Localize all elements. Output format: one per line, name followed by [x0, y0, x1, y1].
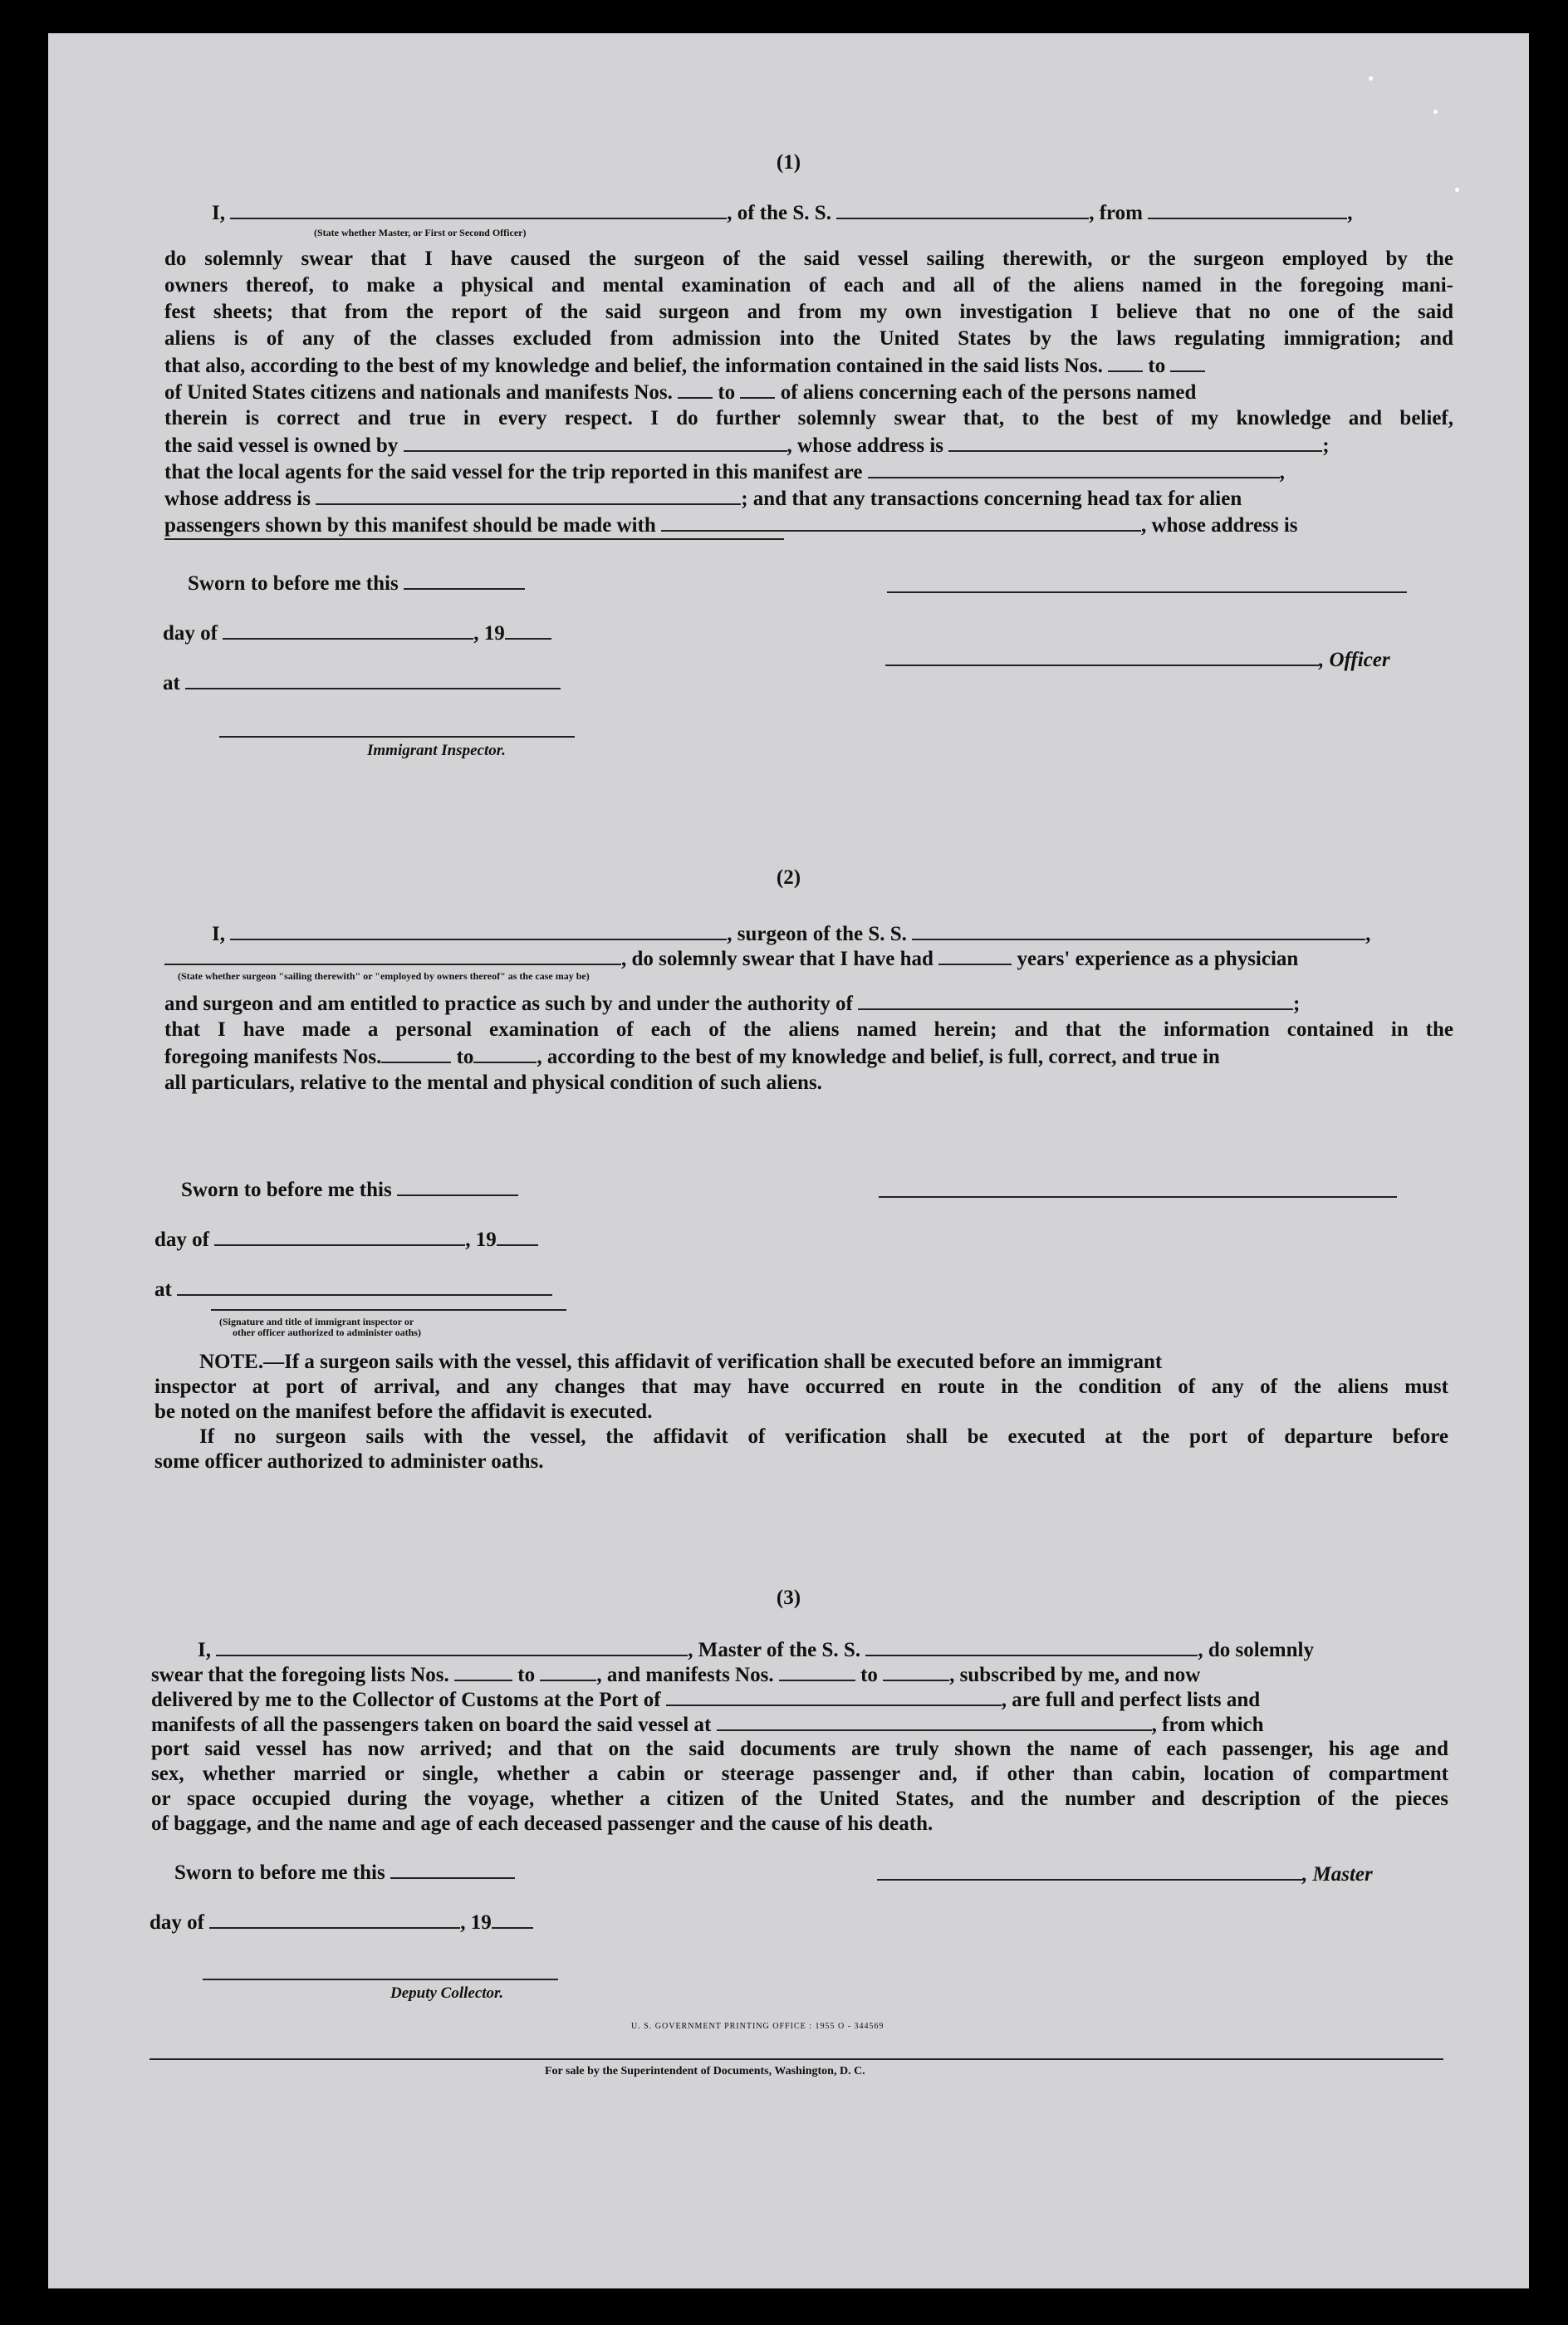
s2-line-6: all particulars, relative to the mental and physical condition of such aliens. [164, 1072, 822, 1094]
s3-line-2: swear that the foregoing lists Nos. to , and manifests Nos. to , subscribed by me, and now [151, 1661, 1200, 1689]
scan-speck [1455, 188, 1459, 192]
from-port-field[interactable] [1148, 199, 1347, 219]
s2-at: at [154, 1276, 552, 1303]
scan-speck [1433, 110, 1438, 114]
surgeon-status-field[interactable] [164, 945, 621, 965]
s1-line-10: whose address is ; and that any transactions concerning head tax for alien [164, 485, 1242, 513]
s1-line-8: the said vessel is owned by , whose address is ; [164, 432, 1330, 459]
inspector-signature-field[interactable] [219, 736, 575, 738]
surgeon-status-caption: (State whether surgeon "sailing therewith" or "employed by owners thereof" as the case may be) [178, 970, 590, 982]
s1-dayof: day of , 19 [163, 620, 551, 647]
lists-to-field[interactable] [1170, 352, 1205, 372]
s2-line-1: I, , surgeon of the S. S. , [212, 920, 1370, 948]
officer-caption: (State whether Master, or First or Second Officer) [314, 227, 527, 238]
s1-at: at [163, 670, 561, 697]
years-experience-field[interactable] [938, 945, 1012, 965]
s3-lists-from-field[interactable] [454, 1661, 512, 1681]
s3-dayof: day of , 19 [149, 1909, 533, 1936]
local-agents-field[interactable] [868, 459, 1280, 478]
s1-para-line: owners thereof, to make a physical and mental examination of each and all of the aliens named in the foregoing mani- [164, 274, 1453, 297]
note-line-2: inspector at port of arrival, and any changes that may have occurred en route in the condition of any of the aliens must [154, 1376, 1448, 1398]
agents-address-field[interactable] [316, 485, 741, 505]
s3-para-line: sex, whether married or single, whether a cabin or steerage passenger and, if other than cabin, location of compartment [151, 1763, 1448, 1785]
s1-line-5: that also, according to the best of my knowledge and belief, the information contained in the said lists Nos. to [164, 352, 1205, 380]
note-line-5: some officer authorized to administer oaths. [154, 1450, 544, 1473]
collector-signature-field[interactable] [203, 1979, 558, 1980]
immigrant-inspector-label: Immigrant Inspector. [367, 742, 506, 759]
authority-field[interactable] [858, 990, 1293, 1010]
officer-signature-field[interactable] [885, 646, 1319, 666]
owner-field[interactable] [404, 432, 787, 452]
s2-inspector-signature-field[interactable] [211, 1309, 566, 1311]
head-tax-address-field[interactable] [164, 538, 784, 540]
s3-sworn-year-field[interactable] [492, 1909, 533, 1929]
s2-line-3: and surgeon and am entitled to practice as such by and under the authority of ; [164, 990, 1300, 1018]
boarding-port-field[interactable] [717, 1711, 1152, 1731]
s2-sworn-place-field[interactable] [177, 1276, 552, 1296]
s3-manifests-to-field[interactable] [883, 1661, 949, 1681]
s3-sworn-day-field[interactable] [390, 1859, 515, 1879]
officer-signature-line-1[interactable] [887, 591, 1407, 593]
s1-line-11: passengers shown by this manifest should be made with , whose address is [164, 512, 1298, 539]
s2-line-4: that I have made a personal examination of each of the aliens named herein; and that the information contained in the [164, 1018, 1453, 1041]
manifests-to-field[interactable] [740, 379, 775, 399]
s3-para-line: or space occupied during the voyage, whether a citizen of the United States, and the number and description of the pieces [151, 1788, 1448, 1810]
signature-caption-2: other officer authorized to administer oaths) [233, 1327, 421, 1338]
s3-line-1: I, , Master of the S. S. , do solemnly [198, 1636, 1314, 1664]
note-line-3: be noted on the manifest before the affidavit is executed. [154, 1400, 653, 1423]
head-tax-party-field[interactable] [661, 512, 1141, 532]
master-signature-field[interactable] [877, 1861, 1302, 1881]
sworn-place-field[interactable] [185, 670, 561, 689]
s1-para-line: do solemnly swear that I have caused the surgeon of the said vessel sailing therewith, or the surgeon employed by the [164, 248, 1453, 270]
surgeon-name-field[interactable] [230, 920, 727, 940]
s3-para-line: of baggage, and the name and age of each deceased passenger and the cause of his death. [151, 1812, 933, 1835]
s3-line-3: delivered by me to the Collector of Customs at the Port of , are full and perfect lists and [151, 1686, 1260, 1714]
scan-speck [1369, 76, 1373, 81]
s3-line-4: manifests of all the passengers taken on board the said vessel at , from which [151, 1711, 1264, 1739]
s1-officer-line: , Officer [885, 646, 1390, 674]
s3-vessel-field[interactable] [865, 1636, 1198, 1656]
s2-manifests-to-field[interactable] [473, 1043, 537, 1063]
sale-notice: For sale by the Superintendent of Documents, Washington, D. C. [545, 2065, 865, 2077]
note-line-4: If no surgeon sails with the vessel, the affidavit of verification shall be executed at the port of departure before [199, 1425, 1448, 1448]
s2-sworn-month-field[interactable] [214, 1226, 465, 1246]
note-label: NOTE. [199, 1351, 264, 1373]
officer-name-field[interactable] [230, 199, 727, 219]
note-line-1: NOTE.—If a surgeon sails with the vessel, this affidavit of verification shall be executed before an immigrant [199, 1351, 1163, 1373]
section-1-heading: (1) [776, 151, 801, 174]
section-2-heading: (2) [776, 866, 801, 889]
master-name-field[interactable] [216, 1636, 688, 1656]
form-page [48, 33, 1529, 2288]
port-field[interactable] [666, 1686, 1002, 1706]
s2-sworn-day-field[interactable] [397, 1176, 518, 1196]
s2-sworn-year-field[interactable] [497, 1226, 538, 1246]
s2-line-2: , do solemnly swear that I have had years' experience as a physician [164, 945, 1298, 973]
s1-para-line: fest sheets; that from the report of the said surgeon and from my own investigation I believe that no one of the said [164, 301, 1453, 323]
lists-from-field[interactable] [1108, 352, 1143, 372]
deputy-collector-label: Deputy Collector. [390, 1984, 504, 2002]
s3-para-line: port said vessel has now arrived; and that on the said documents are truly shown the name of each passenger, his age and [151, 1738, 1448, 1760]
s2-sworn: Sworn to before me this [181, 1176, 518, 1204]
section-3-heading: (3) [776, 1587, 801, 1609]
s1-line-6: of United States citizens and nationals and manifests Nos. to of aliens concerning each of the persons named [164, 379, 1196, 406]
s1-line-7: therein is correct and true in every respect. I do further solemnly swear that, to the best of my knowledge and belief, [164, 407, 1453, 429]
s3-master-line: , Master [877, 1861, 1373, 1888]
s2-dayof: day of , 19 [154, 1226, 538, 1253]
sworn-year-field[interactable] [505, 620, 551, 640]
sworn-day-field[interactable] [404, 570, 525, 590]
s2-vessel-field[interactable] [912, 920, 1365, 940]
s3-sworn: Sworn to before me this [174, 1859, 515, 1886]
footer-rule [149, 2058, 1443, 2060]
s1-line-1: I, , of the S. S. , from , [212, 199, 1353, 227]
sworn-month-field[interactable] [223, 620, 473, 640]
s2-manifests-from-field[interactable] [381, 1043, 451, 1063]
vessel-name-field[interactable] [836, 199, 1089, 219]
owner-address-field[interactable] [948, 432, 1322, 452]
s1-sworn: Sworn to before me this [188, 570, 525, 597]
surgeon-signature-field[interactable] [879, 1196, 1397, 1198]
s3-lists-to-field[interactable] [540, 1661, 596, 1681]
s3-sworn-month-field[interactable] [209, 1909, 460, 1929]
gpo-imprint: U. S. GOVERNMENT PRINTING OFFICE : 1955 O - 344569 [631, 2022, 884, 2031]
s3-manifests-from-field[interactable] [779, 1661, 855, 1681]
s1-para-line: aliens is of any of the classes excluded from admission into the United States by the laws regulating immigration; and [164, 327, 1453, 350]
s1-line-9: that the local agents for the said vessel for the trip reported in this manifest are , [164, 459, 1285, 486]
manifests-from-field[interactable] [678, 379, 713, 399]
s2-line-5: foregoing manifests Nos. to , according to the best of my knowledge and belief, is full, correct, and true in [164, 1043, 1220, 1071]
signature-caption-1: (Signature and title of immigrant inspector or [219, 1316, 414, 1327]
